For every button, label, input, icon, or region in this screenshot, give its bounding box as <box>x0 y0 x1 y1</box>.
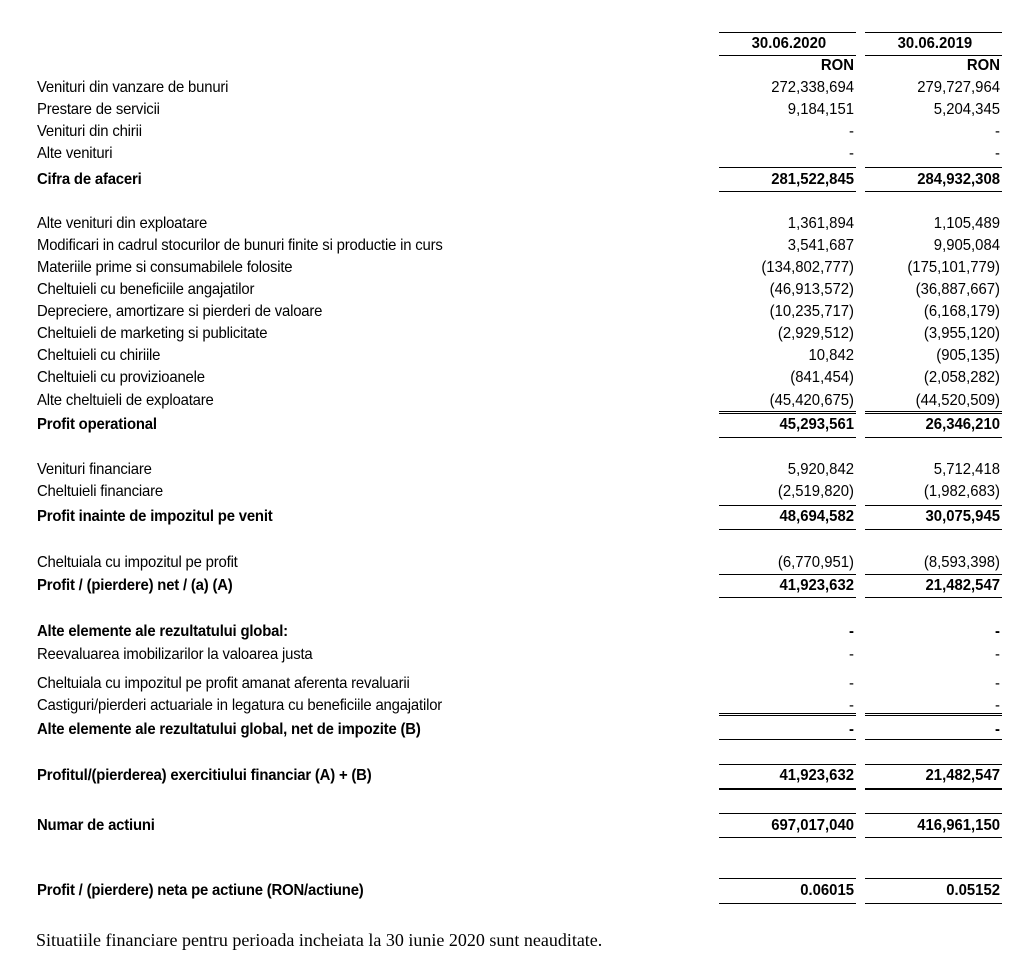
value-2019: (905,135) <box>936 347 1000 364</box>
statement-row <box>0 121 1024 143</box>
header-units <box>0 55 1024 77</box>
statement-row <box>0 323 1024 345</box>
value-2019: 21,482,547 <box>925 577 1000 594</box>
rule-line <box>865 437 1002 438</box>
value-2020: - <box>849 721 854 738</box>
value-2020: (2,929,512) <box>777 325 854 342</box>
value-2019: (8,593,398) <box>923 554 1000 571</box>
value-2020: 5,920,842 <box>787 461 854 478</box>
statement-row <box>0 345 1024 367</box>
value-2020: (46,913,572) <box>769 281 854 298</box>
statement-row <box>0 575 1024 597</box>
row-label: Alte elemente ale rezultatului global: <box>37 623 288 640</box>
value-2019: - <box>995 646 1000 663</box>
rule-line <box>719 32 856 33</box>
rule-line <box>719 813 856 814</box>
rule-line <box>719 505 856 506</box>
col2-unit: RON <box>966 57 1000 74</box>
rule-line <box>719 437 856 438</box>
value-2020: - <box>849 145 854 162</box>
statement-row <box>0 880 1024 902</box>
rule-line <box>719 837 856 838</box>
rule-line <box>865 191 1002 192</box>
rule-line <box>865 713 1002 714</box>
rule-line <box>865 789 1002 790</box>
rule-line <box>865 167 1002 168</box>
rule-line <box>865 878 1002 879</box>
rule-line <box>719 715 856 716</box>
row-label: Profit / (pierdere) neta pe actiune (RON/actiune) <box>37 882 364 899</box>
value-2019: (36,887,667) <box>915 281 1000 298</box>
value-2020: 272,338,694 <box>771 79 854 96</box>
statement-row <box>0 552 1024 574</box>
rule-line <box>865 813 1002 814</box>
value-2020: (134,802,777) <box>761 259 854 276</box>
rule-line <box>719 789 856 790</box>
rule-line <box>865 411 1002 412</box>
rule-line <box>719 713 856 714</box>
statement-row <box>0 279 1024 301</box>
value-2019: 279,727,964 <box>917 79 1000 96</box>
value-2019: 416,961,150 <box>917 817 1000 834</box>
rule-line <box>865 505 1002 506</box>
value-2020: 281,522,845 <box>771 171 854 188</box>
row-label: Depreciere, amortizare si pierderi de valoare <box>37 303 323 320</box>
value-2019: 5,204,345 <box>933 101 1000 118</box>
row-label: Modificari in cadrul stocurilor de bunuri finite si productie in curs <box>37 237 443 254</box>
rule-line <box>865 55 1002 56</box>
row-label: Castiguri/pierderi actuariale in legatura cu beneficiile angajatilor <box>37 697 443 714</box>
row-label: Cheltuieli de marketing si publicitate <box>37 325 268 342</box>
statement-row <box>0 621 1024 643</box>
rule-line <box>719 411 856 412</box>
value-2019: 5,712,418 <box>933 461 1000 478</box>
value-2019: - <box>995 123 1000 140</box>
row-label: Numar de actiuni <box>37 817 155 834</box>
value-2019: - <box>995 675 1000 692</box>
value-2019: (44,520,509) <box>915 392 1000 409</box>
value-2019: 0.05152 <box>946 882 1000 899</box>
row-label: Venituri din chirii <box>37 123 142 140</box>
value-2020: 1,361,894 <box>787 215 854 232</box>
row-label: Profit / (pierdere) net / (a) (A) <box>37 577 233 594</box>
statement-row <box>0 719 1024 741</box>
rule-line <box>865 574 1002 575</box>
row-label: Cheltuiala cu impozitul pe profit <box>37 554 238 571</box>
value-2020: - <box>849 697 854 714</box>
statement-row <box>0 644 1024 666</box>
value-2020: 10,842 <box>808 347 854 364</box>
value-2019: - <box>995 721 1000 738</box>
value-2019: (175,101,779) <box>907 259 1000 276</box>
rule-line <box>865 903 1002 904</box>
row-label: Materiile prime si consumabilele folosite <box>37 259 293 276</box>
rule-line <box>719 597 856 598</box>
statement-row <box>0 213 1024 235</box>
value-2020: (10,235,717) <box>769 303 854 320</box>
statement-row <box>0 390 1024 412</box>
value-2019: - <box>995 697 1000 714</box>
value-2019: 21,482,547 <box>925 767 1000 784</box>
value-2019: - <box>995 145 1000 162</box>
statement-row <box>0 77 1024 99</box>
value-2019: 284,932,308 <box>917 171 1000 188</box>
statement-row <box>0 673 1024 695</box>
value-2019: 9,905,084 <box>933 237 1000 254</box>
statement-row <box>0 257 1024 279</box>
rule-line <box>865 739 1002 740</box>
statement-row <box>0 301 1024 323</box>
value-2020: 45,293,561 <box>779 416 854 433</box>
rule-line <box>719 764 856 765</box>
value-2020: - <box>849 623 854 640</box>
row-label: Reevaluarea imobilizarilor la valoarea justa <box>37 646 313 663</box>
statement-row <box>0 459 1024 481</box>
value-2020: - <box>849 675 854 692</box>
row-label: Prestare de servicii <box>37 101 160 118</box>
value-2020: 0.06015 <box>800 882 854 899</box>
statement-row <box>0 235 1024 257</box>
statement-row <box>0 367 1024 389</box>
value-2020: - <box>849 123 854 140</box>
row-label: Alte cheltuieli de exploatare <box>37 392 214 409</box>
rule-line <box>865 529 1002 530</box>
value-2019: (1,982,683) <box>923 483 1000 500</box>
statement-row <box>0 506 1024 528</box>
rule-line <box>719 191 856 192</box>
rule-line <box>865 837 1002 838</box>
statement-row <box>0 765 1024 787</box>
row-label: Alte venituri din exploatare <box>37 215 208 232</box>
row-label: Cifra de afaceri <box>37 171 142 188</box>
rule-line <box>865 32 1002 33</box>
value-2020: 41,923,632 <box>779 577 854 594</box>
rule-line <box>719 739 856 740</box>
rule-line <box>719 574 856 575</box>
rule-line <box>719 878 856 879</box>
col1-date: 30.06.2020 <box>751 35 827 52</box>
row-label: Venituri financiare <box>37 461 152 478</box>
rule-line <box>865 764 1002 765</box>
rule-line <box>719 413 856 414</box>
footer-note: Situatiile financiare pentru perioada incheiata la 30 iunie 2020 sunt neauditate. <box>36 930 603 950</box>
col1-unit: RON <box>820 57 854 74</box>
row-label: Venituri din vanzare de bunuri <box>37 79 229 96</box>
value-2019: (3,955,120) <box>923 325 1000 342</box>
value-2019: (2,058,282) <box>923 369 1000 386</box>
value-2020: 9,184,151 <box>787 101 854 118</box>
col2-date: 30.06.2019 <box>897 35 973 52</box>
value-2020: 3,541,687 <box>787 237 854 254</box>
row-label: Alte elemente ale rezultatului global, net de impozite (B) <box>37 721 421 738</box>
value-2020: - <box>849 646 854 663</box>
rule-line <box>719 167 856 168</box>
value-2020: (6,770,951) <box>777 554 854 571</box>
row-label: Profitul/(pierderea) exercitiului financiar (A) + (B) <box>37 767 372 784</box>
row-label: Cheltuieli cu beneficiile angajatilor <box>37 281 255 298</box>
row-label: Cheltuieli cu provizioanele <box>37 369 205 386</box>
statement-row <box>0 169 1024 191</box>
value-2020: 48,694,582 <box>779 508 854 525</box>
value-2019: 30,075,945 <box>925 508 1000 525</box>
rule-line <box>865 715 1002 716</box>
value-2020: (2,519,820) <box>777 483 854 500</box>
statement-row <box>0 815 1024 837</box>
row-label: Alte venituri <box>37 145 113 162</box>
rule-line <box>719 55 856 56</box>
statement-row <box>0 99 1024 121</box>
value-2020: (45,420,675) <box>769 392 854 409</box>
value-2020: 697,017,040 <box>771 817 854 834</box>
value-2019: - <box>995 623 1000 640</box>
header-dates <box>0 33 1024 55</box>
value-2020: 41,923,632 <box>779 767 854 784</box>
rule-line <box>719 529 856 530</box>
rule-line <box>719 903 856 904</box>
row-label: Cheltuieli financiare <box>37 483 163 500</box>
row-label: Cheltuieli cu chiriile <box>37 347 161 364</box>
value-2019: 26,346,210 <box>925 416 1000 433</box>
row-label: Profit operational <box>37 416 157 433</box>
statement-row <box>0 414 1024 436</box>
value-2020: (841,454) <box>790 369 854 386</box>
value-2019: 1,105,489 <box>933 215 1000 232</box>
row-label: Cheltuiala cu impozitul pe profit amanat aferenta revaluarii <box>37 675 410 692</box>
statement-row <box>0 481 1024 503</box>
rule-line <box>865 597 1002 598</box>
statement-row <box>0 143 1024 165</box>
rule-line <box>865 413 1002 414</box>
row-label: Profit inainte de impozitul pe venit <box>37 508 273 525</box>
value-2019: (6,168,179) <box>923 303 1000 320</box>
